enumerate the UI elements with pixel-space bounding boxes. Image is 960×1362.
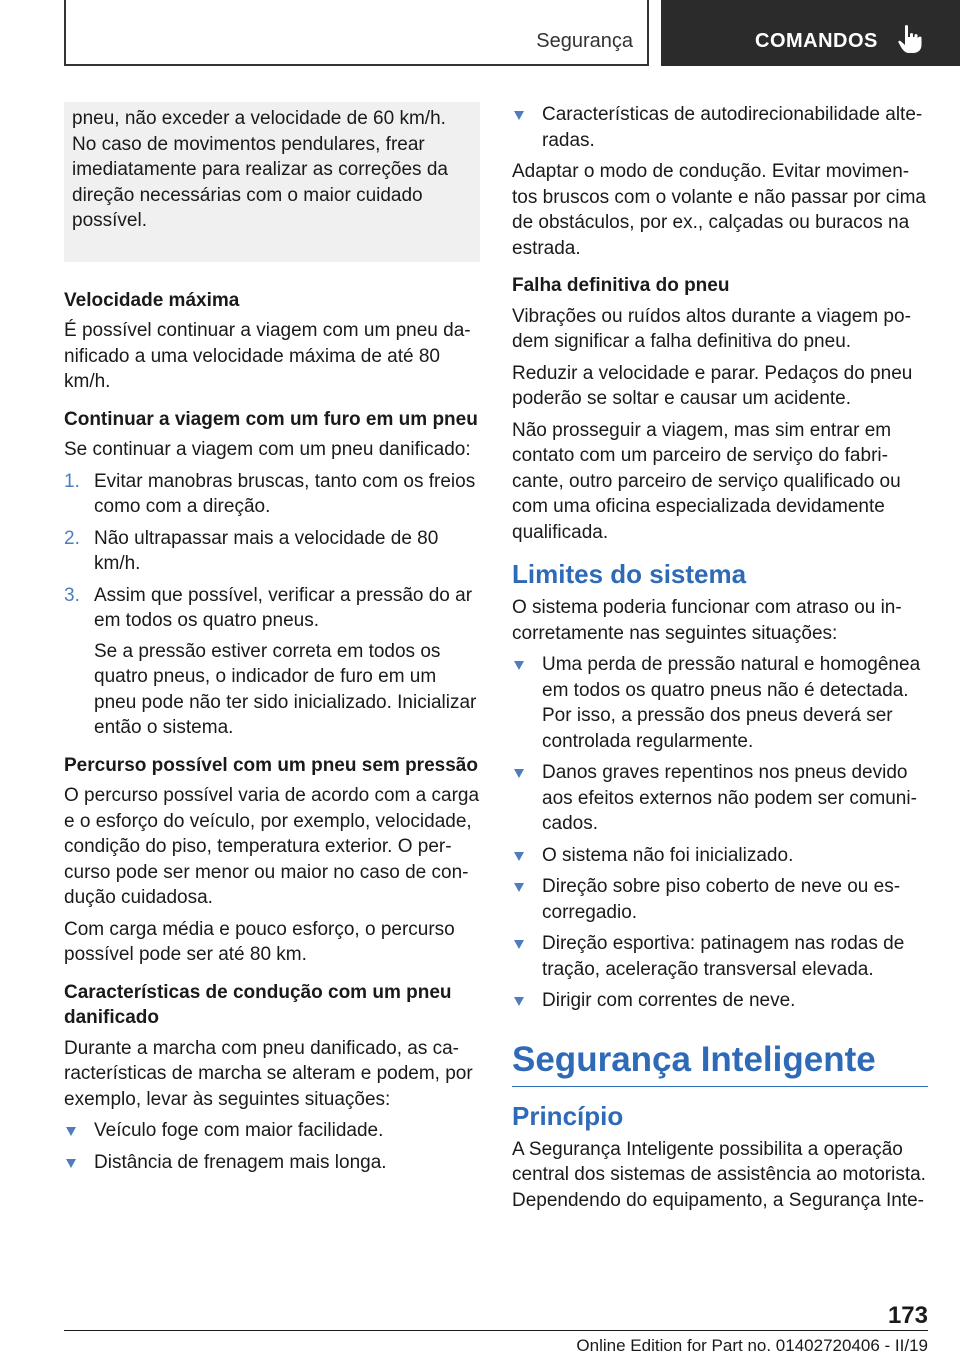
max-speed-text: É possível continuar a viagem com um pneu danificado a uma velocidade máxima de até 80 km/h. bbox=[64, 320, 471, 392]
header-section-box bbox=[64, 0, 649, 66]
adapt-text: Adaptar o modo de condução. Evitar movimentos bruscos com o volante e não passar por cima de obstáculos, por ex., calçadas ou buracos na estrada. bbox=[512, 161, 926, 259]
triangle-bullet-icon bbox=[514, 661, 524, 670]
limits-heading: Limites do sistema bbox=[512, 559, 747, 589]
triangle-bullet-icon bbox=[514, 997, 524, 1006]
footer-edition: Online Edition for Part no. 01402720406 - II/19 bbox=[576, 1336, 928, 1355]
warning-box bbox=[64, 102, 480, 262]
list-item bbox=[512, 874, 928, 925]
step-subtext: Se a pressão estiver correta em todos os quatro pneus, o indicador de furo em um pneu pode não ter sido inicializado. Inicializar então o sistema. bbox=[94, 640, 477, 738]
header-section-title: Segurança bbox=[536, 30, 633, 52]
max-speed-heading: Velocidade máxima bbox=[64, 289, 240, 311]
step-item bbox=[64, 526, 480, 577]
driving-intro: Durante a marcha com pneu danificado, as características de marcha se alteram e podem, por exemplo, levar às seguintes situações: bbox=[64, 1037, 473, 1110]
step-item bbox=[64, 469, 480, 520]
failure-paragraph: Não prosseguir a viagem, mas sim entrar em contato com um parceiro de serviço do fabricante, outro parceiro de serviço qualificado ou com uma oficina especializada devidamente qualificada. bbox=[512, 419, 901, 543]
page-header bbox=[0, 0, 960, 66]
list-item-text: Direção sobre piso coberto de neve ou escorregadio. bbox=[542, 876, 901, 923]
triangle-bullet-icon bbox=[66, 1127, 76, 1136]
smart-safety-heading: Segurança Inteligente bbox=[512, 1040, 928, 1087]
list-item-text: Características de autodirecionabilidade alteradas. bbox=[542, 104, 923, 151]
list-item-text: O sistema não foi inicializado. bbox=[542, 844, 794, 866]
limits-intro: O sistema poderia funcionar com atraso ou incorretamente nas seguintes situações: bbox=[512, 597, 902, 644]
warning-text: pneu, não exceder a velocidade de 60 km/h. No caso de movimentos pendulares, frear imediatamente para realizar as correções da direção necessárias com o maior cuidado possível. bbox=[72, 108, 448, 231]
continue-intro: Se continuar a viagem com um pneu danificado: bbox=[64, 439, 471, 460]
list-item bbox=[512, 931, 928, 982]
left-column bbox=[64, 102, 480, 1181]
hand-pointer-icon bbox=[897, 24, 923, 54]
step-text: Evitar manobras bruscas, tanto com os freios como com a direção. bbox=[94, 470, 476, 517]
page-number: 173 bbox=[887, 1302, 928, 1329]
step-number: 2. bbox=[64, 527, 80, 549]
list-item-text: Dirigir com correntes de neve. bbox=[542, 990, 796, 1011]
list-item bbox=[64, 1150, 480, 1176]
list-item-text: Direção esportiva: patinagem nas rodas de tração, aceleração transversal elevada. bbox=[542, 933, 905, 980]
step-number: 1. bbox=[64, 470, 80, 492]
list-item bbox=[512, 988, 928, 1014]
triangle-bullet-icon bbox=[514, 111, 524, 120]
principle-heading: Princípio bbox=[512, 1100, 624, 1131]
header-chapter-tab[interactable] bbox=[661, 0, 960, 66]
triangle-bullet-icon bbox=[514, 940, 524, 949]
list-item bbox=[64, 1118, 480, 1144]
route-paragraph: Com carga média e pouco esforço, o percurso possível pode ser até 80 km. bbox=[64, 918, 455, 965]
failure-paragraph: Reduzir a velocidade e parar. Pedaços do pneu poderão se soltar e causar um acidente. bbox=[512, 362, 913, 409]
footer-divider bbox=[64, 1330, 928, 1331]
route-paragraph: O percurso possível varia de acordo com a carga e o esforço do veículo, por exemplo, velocidade, condição do piso, temperatura exterior. O percurso pode ser menor ou maior no caso de condução cuidadosa. bbox=[64, 785, 480, 908]
list-item bbox=[512, 652, 928, 754]
step-item bbox=[64, 583, 480, 741]
failure-heading: Falha definitiva do pneu bbox=[512, 275, 730, 296]
principle-text: A Segurança Inteligente possibilita a operação central dos sistemas de assistência ao motorista. Dependendo do equipamento, a Segurança Inte- bbox=[512, 1138, 926, 1211]
list-item bbox=[512, 760, 928, 837]
driving-heading: Características de condução com um pneu danificado bbox=[64, 981, 452, 1028]
step-number: 3. bbox=[64, 584, 80, 606]
list-item-text: Veículo foge com maior facilidade. bbox=[94, 1120, 384, 1141]
step-text: Assim que possível, verificar a pressão do ar em todos os quatro pneus. bbox=[94, 584, 473, 631]
route-heading: Percurso possível com um pneu sem pressão bbox=[64, 754, 478, 776]
list-item-text: Danos graves repentinos nos pneus devido aos efeitos externos não podem ser comunicados. bbox=[542, 762, 917, 834]
step-text: Não ultrapassar mais a velocidade de 80 km/h. bbox=[94, 527, 439, 574]
triangle-bullet-icon bbox=[514, 883, 524, 892]
triangle-bullet-icon bbox=[514, 769, 524, 778]
triangle-bullet-icon bbox=[66, 1159, 76, 1168]
triangle-bullet-icon bbox=[514, 852, 524, 861]
list-item bbox=[512, 843, 928, 869]
list-item bbox=[512, 102, 928, 153]
failure-paragraph: Vibrações ou ruídos altos durante a viagem podem significar a falha definitiva do pneu. bbox=[512, 305, 911, 352]
continue-heading: Continuar a viagem com um furo em um pneu bbox=[64, 408, 478, 430]
right-column bbox=[512, 102, 928, 1219]
list-item-text: Distância de frenagem mais longa. bbox=[94, 1151, 387, 1173]
header-chapter-title: COMANDOS bbox=[755, 30, 878, 52]
list-item-text: Uma perda de pressão natural e homogênea em todos os quatro pneus não é detectada. Por isso, a pressão dos pneus deverá ser controlada regularmente. bbox=[542, 654, 921, 752]
